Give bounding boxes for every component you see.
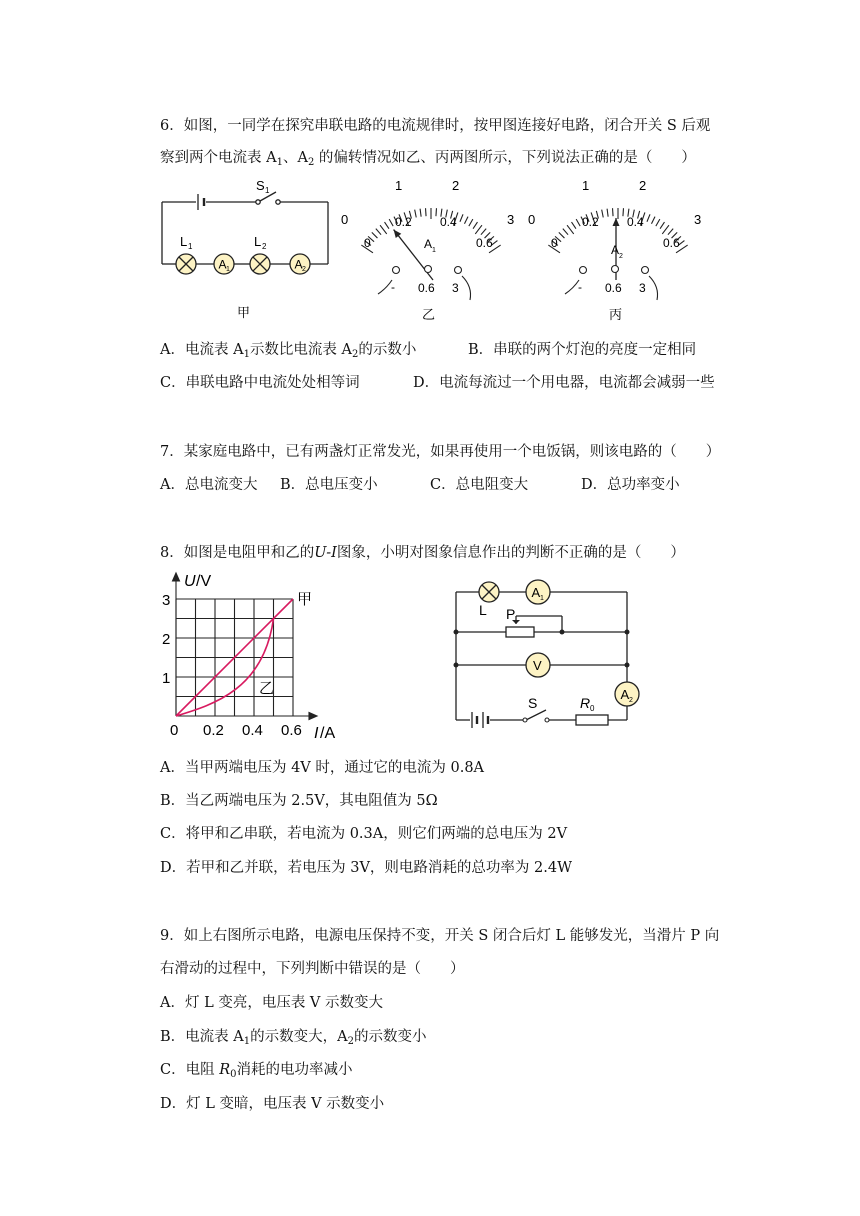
voltmeter-icon [526, 653, 550, 677]
svg-text:L: L [254, 234, 262, 249]
x-tick-label: 0.2 [203, 722, 224, 739]
meter-tick [647, 214, 650, 221]
svg-text:2: 2 [639, 178, 647, 193]
svg-text:1: 1 [540, 595, 544, 602]
y-axis-arrow-icon [173, 573, 180, 581]
q6-option-b: B．串联的两个灯泡的亮度一定相同 [468, 342, 697, 358]
svg-text:0.6: 0.6 [663, 236, 680, 250]
x-axis-label: I [314, 725, 319, 742]
meter-tick [613, 208, 614, 216]
meter-tick [567, 225, 574, 234]
svg-text:-: - [391, 280, 395, 294]
meter-tick [481, 229, 486, 235]
q9-stem-line1: 9．如上右图所示电路，电源电压保持不变，开关 S 闭合后灯 L 能够发光，当滑片 P 向 [160, 928, 720, 944]
x-tick-label: 0.6 [281, 722, 302, 739]
svg-text:3: 3 [507, 212, 515, 227]
meter-tick [651, 217, 655, 224]
ammeter-a1-icon [214, 254, 234, 274]
q6-meter-bing [523, 172, 713, 326]
q9-circuit [446, 572, 646, 732]
q6-option-c: C．串联电路中电流处处相等词 [160, 375, 360, 391]
y-axis-label: U [184, 573, 196, 590]
q6-option-a: A．电流表 $A_1$示数比电流表 $A_2$的示数小 [160, 342, 417, 360]
needle-arrow-icon [394, 230, 402, 238]
q6-stem-line2: 察到两个电流表 $A_1$、$A_2$ 的偏转情况如乙、丙两图所示，下列说法正确的是（ ） [160, 150, 696, 168]
q8-stem: 8．如图是电阻甲和乙的U-I图象，小明对图象信息作出的判断不正确的是（ ） [160, 545, 685, 561]
x-axis-unit: /A [320, 725, 336, 742]
lamp-l1-icon [176, 254, 196, 274]
svg-text:3: 3 [452, 281, 459, 295]
q6-circuit-jia [150, 176, 340, 326]
svg-text:A: A [611, 243, 620, 257]
svg-text:1: 1 [265, 186, 270, 195]
svg-text:0.4: 0.4 [440, 215, 457, 229]
meter-tick [607, 209, 608, 217]
q9-stem-line2: 右滑动的过程中，下列判断中错误的是（ ） [160, 961, 465, 977]
meter-tick [668, 229, 673, 235]
svg-text:R: R [580, 695, 591, 711]
meter-tick [376, 229, 381, 235]
svg-text:0: 0 [341, 212, 349, 227]
svg-text:0.4: 0.4 [627, 215, 644, 229]
q8-option-b: B．当乙两端电压为 2.5V，其电阻值为 5Ω [160, 793, 438, 809]
svg-text:0: 0 [551, 236, 558, 250]
q7-option-a: A．总电流变大 [160, 477, 258, 493]
y-tick-label: 1 [162, 670, 171, 687]
svg-text:0.2: 0.2 [582, 215, 599, 229]
q9-option-c: C．电阻 $R_0$消耗的电功率减小 [160, 1062, 353, 1080]
q6-meter-yi [336, 172, 526, 326]
svg-text:2: 2 [452, 178, 460, 193]
lamp-l-icon [479, 582, 499, 602]
meter-tick [469, 219, 473, 226]
svg-text:0: 0 [590, 704, 595, 713]
q9-option-a: A．灯 L 变亮，电压表 V 示数变大 [160, 995, 384, 1011]
ammeter-a2-icon [615, 682, 639, 706]
meter-tick [436, 208, 437, 216]
q7-stem: 7．某家庭电路中，已有两盏灯正常发光，如果再使用一个电饭锅，则该电路的（ ） [160, 444, 721, 460]
meter-tick [572, 222, 576, 229]
svg-text:丙: 丙 [609, 307, 623, 322]
svg-text:甲: 甲 [237, 305, 251, 320]
svg-text:0.6: 0.6 [418, 281, 435, 295]
svg-text:-: - [578, 280, 582, 294]
lamp-l2-icon [250, 254, 270, 274]
q9-option-b: B．电流表 $A_1$的示数变大，$A_2$的示数变小 [160, 1029, 427, 1047]
meter-tick [460, 214, 463, 221]
ammeter-a2-icon [290, 254, 310, 274]
svg-text:乙: 乙 [422, 307, 436, 322]
q7-option-b: B．总电压变小 [280, 477, 378, 493]
svg-text:A: A [294, 257, 303, 272]
svg-text:L: L [180, 234, 188, 249]
y-tick-label: 2 [162, 631, 171, 648]
svg-text:2: 2 [262, 242, 267, 251]
svg-text:0.6: 0.6 [605, 281, 622, 295]
svg-text:1: 1 [395, 178, 403, 193]
svg-text:0: 0 [364, 236, 371, 250]
svg-text:S: S [528, 695, 538, 711]
meter-tick [656, 219, 660, 226]
svg-text:1: 1 [432, 247, 436, 254]
svg-text:0.6: 0.6 [476, 236, 493, 250]
svg-text:A: A [424, 237, 433, 251]
meter-tick [473, 222, 477, 229]
meter-tick [602, 210, 604, 218]
x-tick-label: 0.4 [242, 722, 263, 739]
svg-text:P: P [506, 606, 516, 622]
q8-option-a: A．当甲两端电压为 4V 时，通过它的电流为 0.8A [160, 760, 485, 776]
y-axis-unit: /V [196, 573, 212, 590]
q8-option-c: C．将甲和乙串联，若电流为 0.3A，则它们两端的总电压为 2V [160, 826, 568, 842]
svg-text:1: 1 [188, 242, 193, 251]
meter-tick [389, 219, 393, 226]
meter-tick [662, 225, 669, 234]
x-axis-arrow-icon [309, 713, 317, 720]
x-tick-label: 0 [170, 722, 179, 739]
series-jia-label: 甲 [297, 591, 313, 608]
svg-text:A: A [218, 257, 227, 272]
svg-text:2: 2 [619, 253, 623, 260]
meter-tick [660, 222, 664, 229]
meter-tick [372, 232, 378, 238]
q6-option-d: D．电流每流过一个用电器，电流都会减弱一些 [413, 375, 715, 391]
meter-tick [380, 225, 387, 234]
q8-ui-graph [158, 566, 354, 744]
meter-tick [385, 222, 389, 229]
svg-text:1: 1 [582, 178, 590, 193]
meter-tick [475, 225, 482, 234]
ammeter-a1-icon [526, 580, 550, 604]
meter-tick [559, 232, 565, 238]
needle-arrow-icon [613, 218, 620, 226]
svg-text:A: A [620, 687, 630, 702]
q7-option-d: D．总功率变小 [581, 477, 680, 493]
meter-tick [464, 217, 468, 224]
svg-text:0: 0 [528, 212, 536, 227]
meter-tick [623, 208, 624, 216]
svg-text:2: 2 [302, 266, 306, 273]
q9-option-d: D．灯 L 变暗，电压表 V 示数变小 [160, 1096, 385, 1112]
svg-text:0.2: 0.2 [395, 215, 412, 229]
svg-text:L: L [479, 602, 487, 618]
svg-text:A: A [531, 585, 541, 600]
svg-text:2: 2 [629, 697, 633, 704]
meter-tick [563, 229, 568, 235]
meter-tick [426, 208, 427, 216]
y-tick-label: 3 [162, 592, 171, 609]
svg-text:3: 3 [694, 212, 702, 227]
meter-tick [576, 219, 580, 226]
series-yi-label: 乙 [259, 680, 275, 697]
svg-text:S: S [256, 178, 265, 193]
meter-tick [420, 209, 421, 217]
q6-stem-line1: 6．如图，一同学在探究串联电路的电流规律时，按甲图连接好电路，闭合开关 S 后观 [160, 118, 711, 134]
q7-option-c: C．总电阻变大 [430, 477, 529, 493]
meter-tick [415, 210, 417, 218]
svg-text:1: 1 [226, 266, 230, 273]
svg-text:3: 3 [639, 281, 646, 295]
svg-text:V: V [533, 658, 542, 673]
q8-option-d: D．若甲和乙并联，若电压为 3V，则电路消耗的总功率为 2.4W [160, 860, 573, 876]
